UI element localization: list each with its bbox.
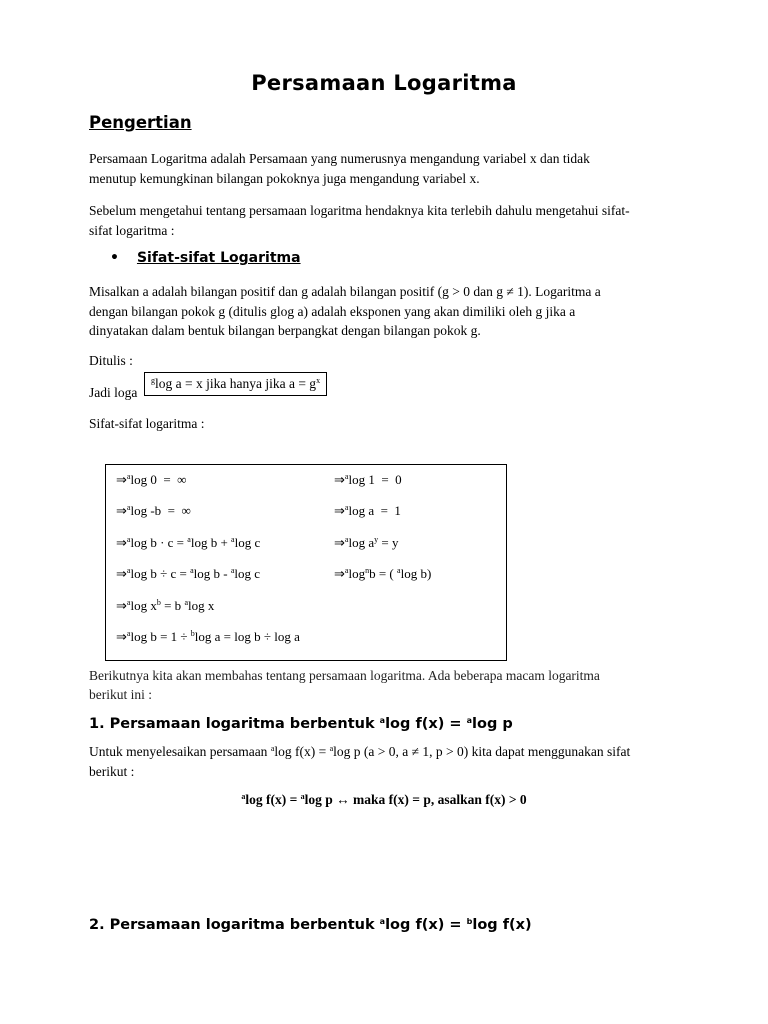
- text-line: dinyatakan dalam bentuk bilangan berpangkat dengan bilangan pokok g.: [89, 323, 481, 338]
- heading-sifat-sifat: Sifat-sifat Logaritma: [136, 250, 301, 266]
- text-line: Sebelum mengetahui tentang persamaan logaritma hendaknya kita terlebih dahulu mengetahui sifat-: [89, 203, 630, 218]
- text-line: berikut :: [89, 763, 135, 779]
- page-title: Persamaan Logaritma: [251, 71, 517, 95]
- text-line: Berikutnya kita akan membahas tentang persamaan logaritma. Ada beberapa macam logaritma: [89, 668, 600, 683]
- label-ditulis: Ditulis :: [89, 353, 133, 368]
- text-line: Untuk menyelesaikan persamaan $^a$log f(x) = $^a$log p (a > 0, a ≠ 1, p > 0) kita dapat menggunakan sifat: [89, 744, 631, 759]
- definition-formula-box: [144, 372, 327, 396]
- property-left-5: ⇒$^a$log $x^b = b$ $^a$log x: [116, 598, 215, 613]
- definition-formula: $^g$log a = x jika hanya jika $a = g^x$: [151, 376, 321, 391]
- property-left-3: ⇒$^a$log b · c = $^a$log b + $^a$log c: [116, 535, 261, 550]
- paragraph-section-1: [89, 742, 630, 781]
- heading-section-2: 2. Persamaan logaritma berbentuk $^a$log f(x) = $^b$log f(x): [89, 917, 532, 933]
- paragraph-berikutnya: [89, 666, 600, 704]
- property-left-2: ⇒$^a$log -b = ∞: [116, 503, 191, 518]
- properties-box: [105, 464, 507, 661]
- property-right-4: $\Rightarrow^a\log^nb$ = ( $^a$log b): [334, 566, 432, 581]
- text-line: sifat logaritma :: [89, 222, 175, 238]
- property-right-2: ⇒$^a$log a = 1: [334, 503, 401, 518]
- text-line: Persamaan Logaritma adalah Persamaan yang numerusnya mengandung variabel x dan tidak: [89, 151, 590, 166]
- text-line: menutup kemungkinan bilangan pokoknya juga mengandung variabel x.: [89, 170, 480, 186]
- text-line: dengan bilangan pokok g (ditulis glog a) adalah eksponen yang akan dimiliki oleh g jika a: [89, 303, 576, 319]
- paragraph-misalkan: [89, 282, 601, 341]
- property-left-6: ⇒$^a$log b = 1 ÷ $^b$log a = log b ÷ log a: [116, 629, 300, 644]
- label-jadi: Jadi loga: [89, 385, 138, 400]
- text-line: Misalkan a adalah bilangan positif dan g adalah bilangan positif (g > 0 dan g ≠ 1). Logaritma a: [89, 284, 601, 299]
- property-right-3: ⇒$^a$log $a^y = y$: [334, 535, 399, 550]
- property-left-4: ⇒$^a$log b ÷ c = $^a$log b - $^a$log c: [116, 566, 261, 581]
- heading-section-1: 1. Persamaan logaritma berbentuk $^a$log f(x) = $^a$log p: [89, 716, 513, 732]
- bullet-item-sifat: [110, 249, 301, 267]
- heading-pengertian: Pengertian: [89, 113, 192, 132]
- text-line: berikut ini :: [89, 687, 152, 702]
- label-sifat-logaritma: Sifat-sifat logaritma :: [89, 416, 205, 431]
- paragraph-intro: [89, 201, 630, 240]
- paragraph-definition: [89, 149, 590, 188]
- property-right-1: ⇒$^a$log 1 = 0: [334, 472, 402, 487]
- bullet-icon: •: [110, 250, 119, 266]
- formula-section-1: $^a$log f(x) = $^a$log p ↔ maka f(x) = p, asalkan f(x) > 0: [241, 792, 527, 807]
- property-left-1: ⇒$^a$log 0 = ∞: [116, 472, 187, 487]
